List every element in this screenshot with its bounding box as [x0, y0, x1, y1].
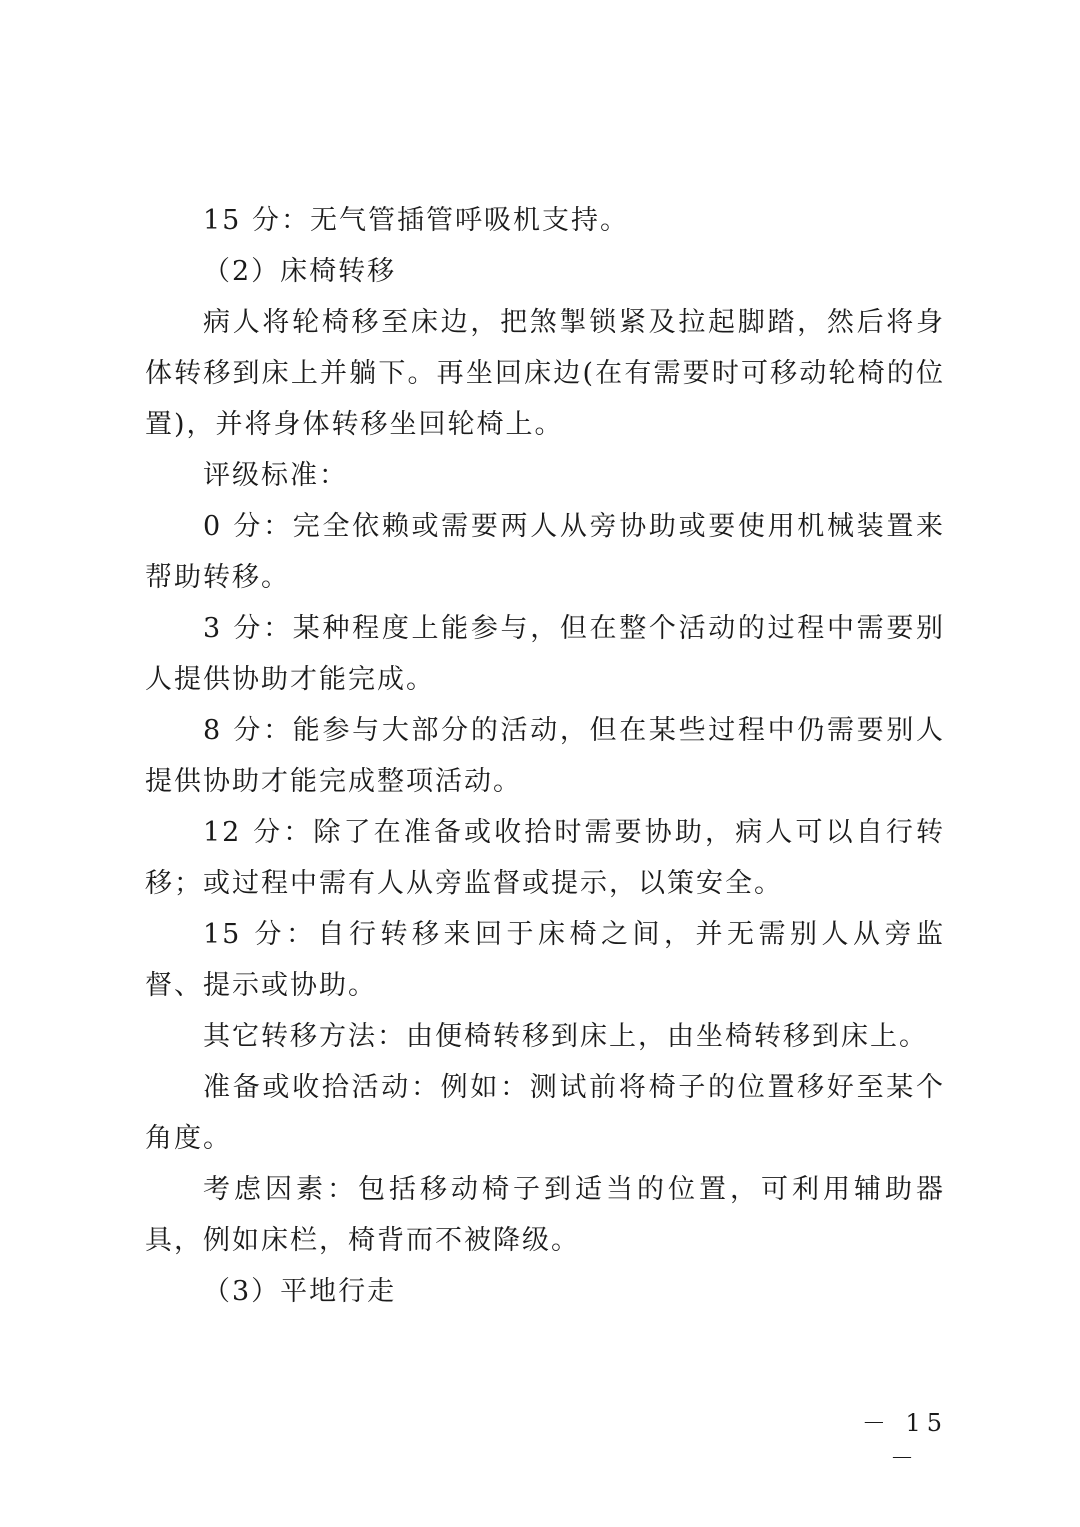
considerations-paragraph: 考虑因素：包括移动椅子到适当的位置，可利用辅助器具，例如床栏，椅背而不被降级。	[145, 1174, 945, 1256]
score-15-ventilator-paragraph: 15 分：无气管插管呼吸机支持。	[203, 205, 629, 236]
score-0-paragraph: 0 分：完全依赖或需要两人从旁协助或要使用机械装置来帮助转移。	[145, 511, 945, 593]
preparation-activities-paragraph: 准备或收拾活动：例如：测试前将椅子的位置移好至某个角度。	[145, 1072, 945, 1154]
transfer-description-paragraph: 病人将轮椅移至床边，把煞掣锁紧及拉起脚踏，然后将身体转移到床上并躺下。再坐回床边(在有需要时可移动轮椅的位置)，并将身体转移坐回轮椅上。	[145, 307, 945, 440]
score-3-paragraph: 3 分：某种程度上能参与，但在整个活动的过程中需要别人提供协助才能完成。	[145, 613, 945, 695]
section-heading-level-walking: （3）平地行走	[203, 1276, 397, 1307]
page-number: － 15 －	[861, 1409, 949, 1472]
document-body	[145, 195, 945, 1317]
grading-criteria-label: 评级标准：	[203, 460, 348, 491]
score-8-paragraph: 8 分：能参与大部分的活动，但在某些过程中仍需要别人提供协助才能完成整项活动。	[145, 715, 945, 797]
other-transfer-methods-paragraph: 其它转移方法：由便椅转移到床上，由坐椅转移到床上。	[203, 1021, 928, 1052]
score-12-paragraph: 12 分：除了在准备或收拾时需要协助，病人可以自行转移；或过程中需有人从旁监督或提示，以策安全。	[145, 817, 945, 899]
score-15-paragraph: 15 分：自行转移来回于床椅之间，并无需别人从旁监督、提示或协助。	[145, 919, 945, 1001]
section-heading-bed-chair-transfer: （2）床椅转移	[203, 256, 397, 287]
